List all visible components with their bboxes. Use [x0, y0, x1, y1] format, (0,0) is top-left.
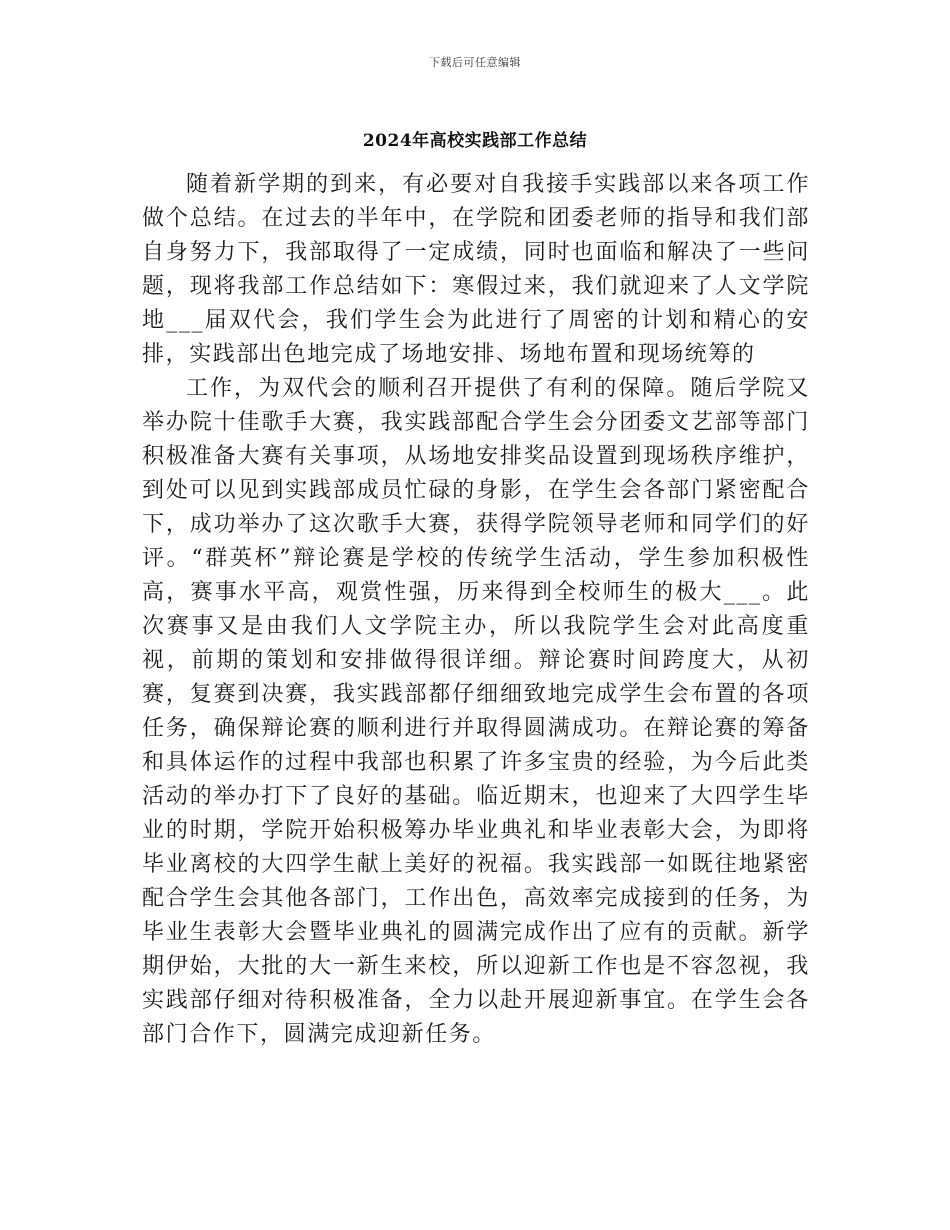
document-body — [142, 168, 810, 1052]
page-title: 2024年高校实践部工作总结 — [362, 131, 588, 151]
header-note: 下载后可任意编辑 — [429, 56, 521, 69]
paragraph-2: 工作，为双代会的顺利召开提供了有利的保障。随后学院又举办院十佳歌手大赛，我实践部配合学生会分团委文艺部等部门积极准备大赛有关事项，从场地安排奖品设置到现场秩序维护，到处可以见到实践部成员忙碌的身影，在学生会各部门紧密配合下，成功举办了这次歌手大赛，获得学院领导老师和同学们的好评。“群英杯”辩论赛是学校的传统学生活动，学生参加积极性高，赛事水平高，观赏性强，历来得到全校师生的极大___。此次赛事又是由我们人文学院主办，所以我院学生会对此高度重视，前期的策划和安排做得很详细。辩论赛时间跨度大，从初赛，复赛到决赛，我实践部都仔细细致地完成学生会布置的各项任务，确保辩论赛的顺利进行并取得圆满成功。在辩论赛的筹备和具体运作的过程中我部也积累了许多宝贵的经验，为今后此类活动的举办打下了良好的基础。临近期末，也迎来了大四学生毕业的时期，学院开始积极筹办毕业典礼和毕业表彰大会，为即将毕业离校的大四学生献上美好的祝福。我实践部一如既往地紧密配合学生会其他各部门，工作出色，高效率完成接到的任务，为毕业生表彰大会暨毕业典礼的圆满完成作出了应有的贡献。新学期伊始，大批的大一新生来校，所以迎新工作也是不容忽视，我实践部仔细对待积极准备，全力以赴开展迎新事宜。在学生会各部门合作下，圆满完成迎新任务。 — [142, 376, 810, 1047]
paragraph-1: 随着新学期的到来，有必要对自我接手实践部以来各项工作做个总结。在过去的半年中，在学院和团委老师的指导和我们部自身努力下，我部取得了一定成绩，同时也面临和解决了一些问题，现将我部工作总结如下：寒假过来，我们就迎来了人文学院地___届双代会，我们学生会为此进行了周密的计划和精心的安排，实践部出色地完成了场地安排、场地布置和现场统筹的 — [142, 172, 810, 367]
